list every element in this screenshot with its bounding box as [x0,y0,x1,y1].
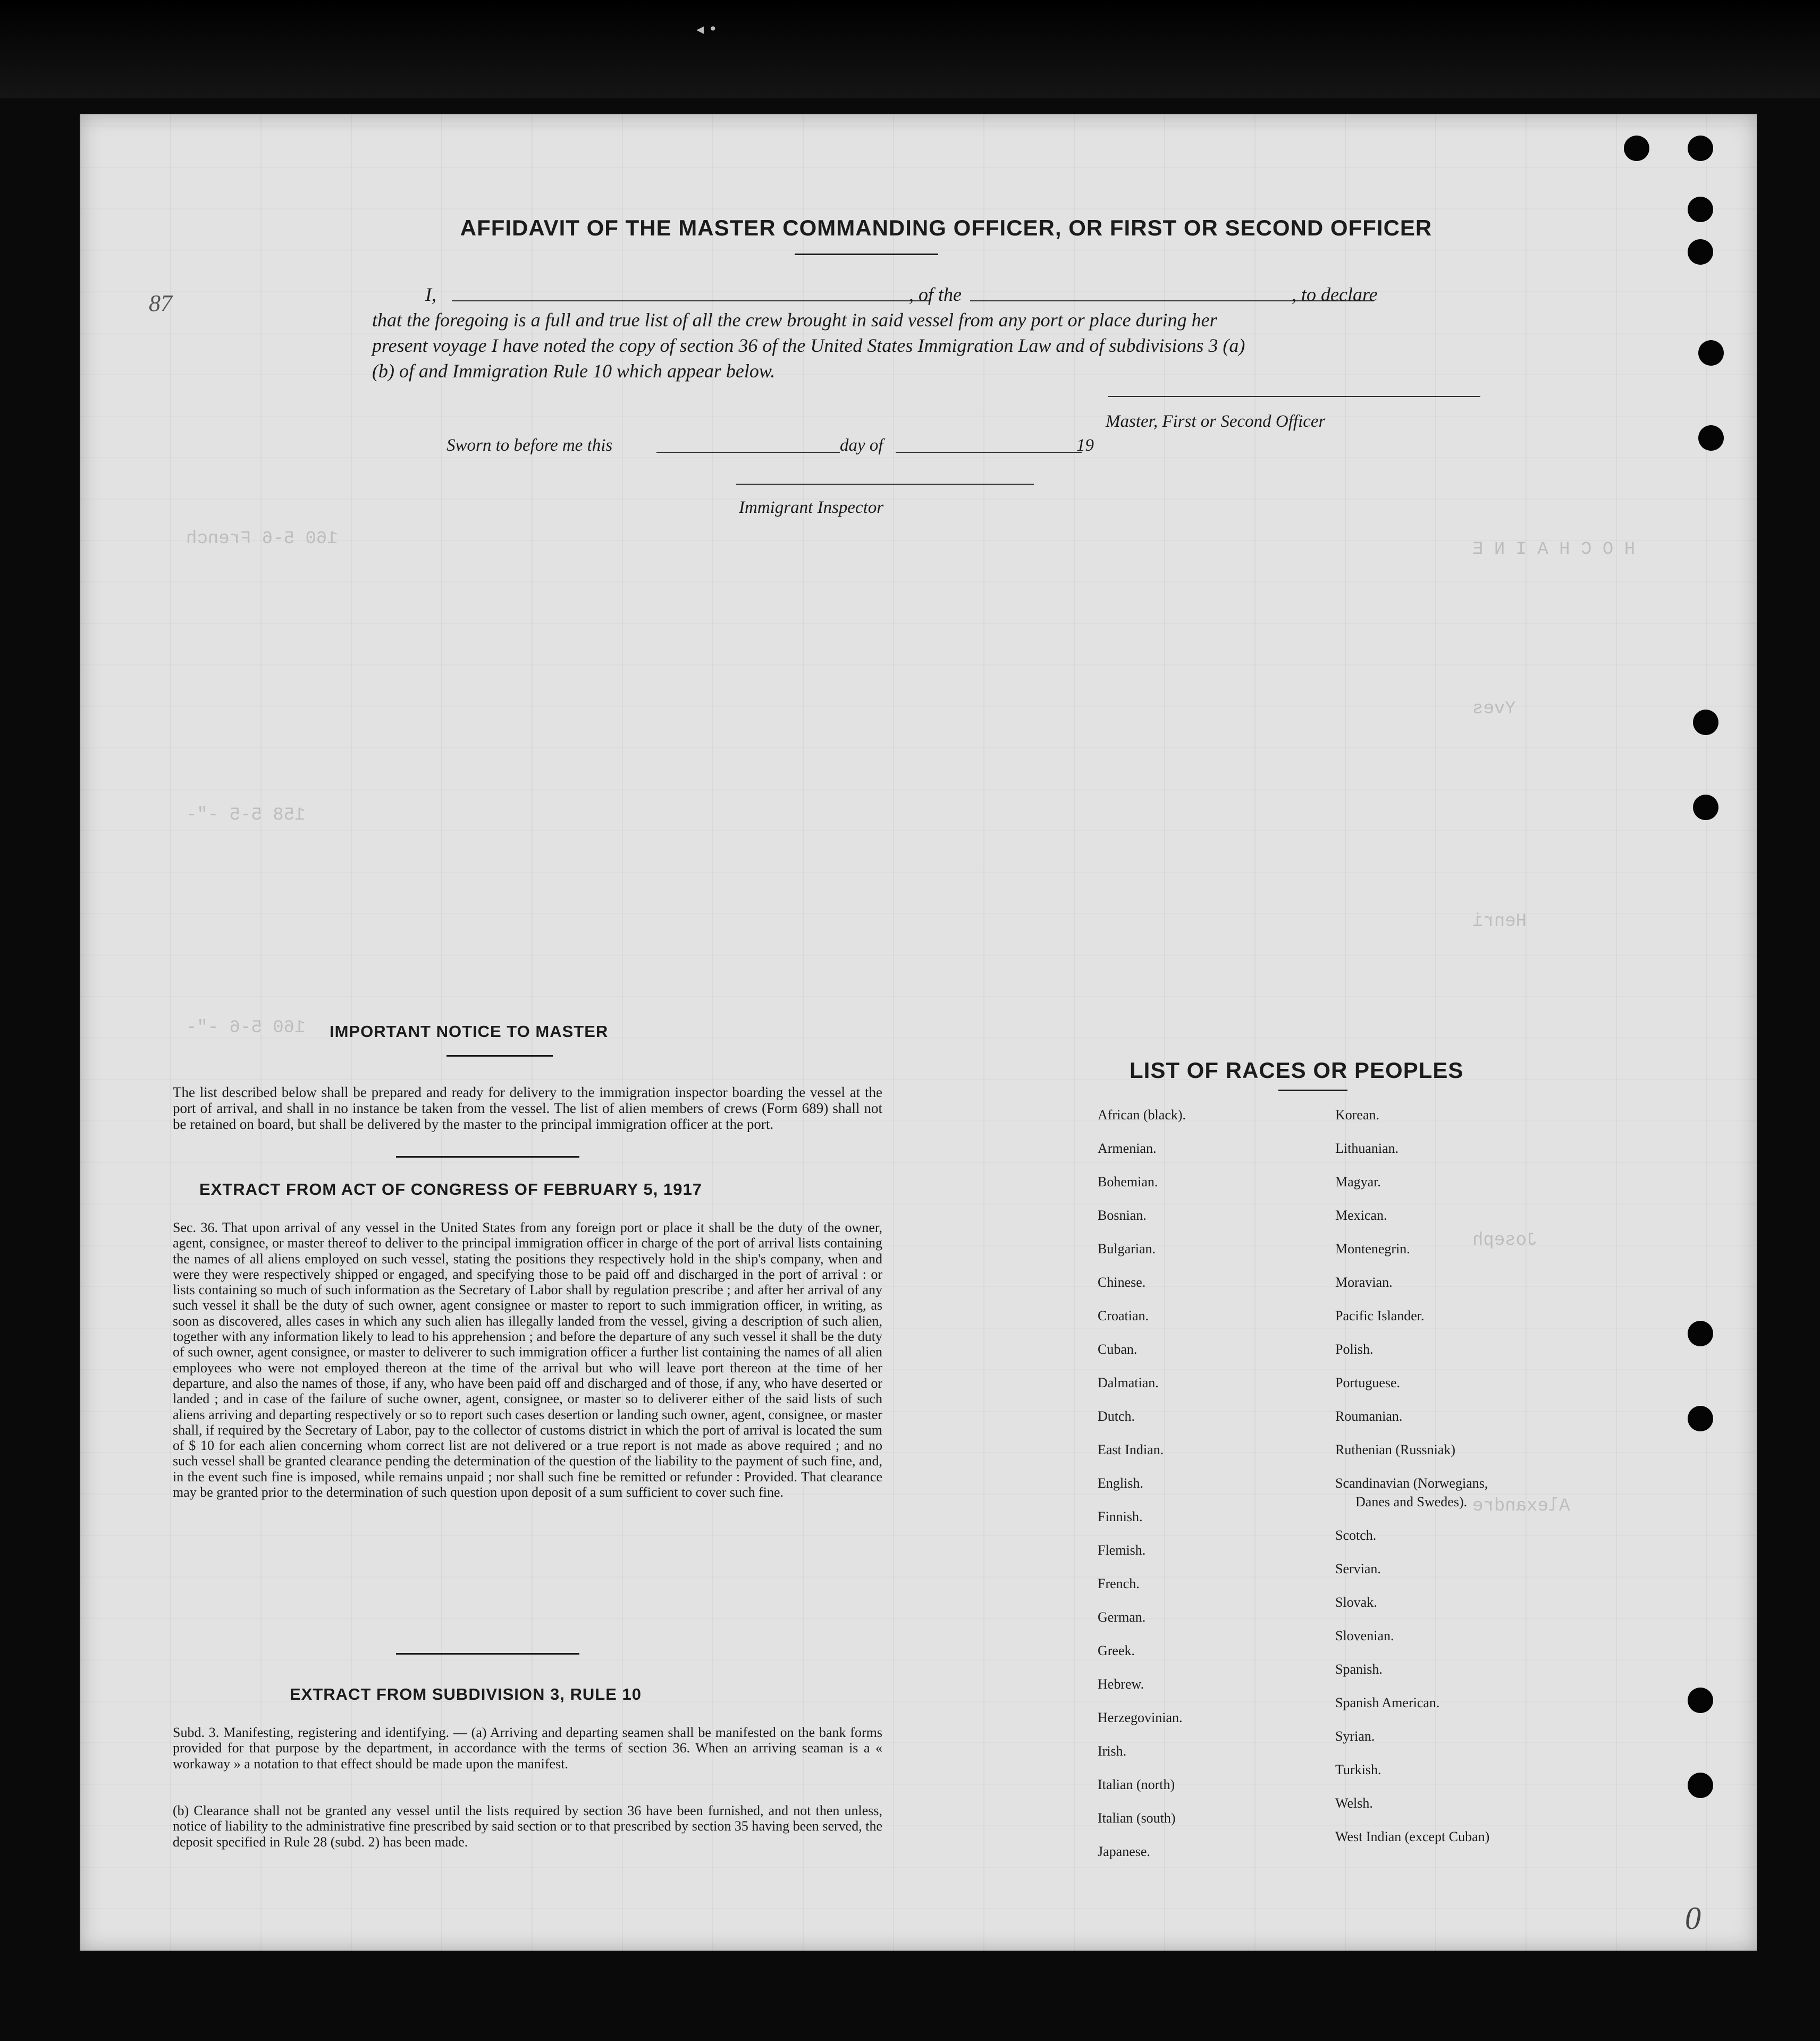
title-underline [795,254,938,255]
notice-text: The list described below shall be prepared and ready for delivery to the immigration inspector boarding the vessel at the port of arrival, and shall in no instance be taken from the vessel. The list of alien members of crews (Form 689) shall not be retained on board, but shall be delivered by the master to the principal immigration officer at the port. [173,1084,882,1132]
bleed-through: 160 5-6 -"- [186,1018,306,1038]
race-item: Korean. [1335,1107,1380,1123]
act-title: EXTRACT FROM ACT OF CONGRESS OF FEBRUARY 5, 1917 [199,1180,702,1199]
affidavit-line-4: (b) of and Immigration Rule 10 which appear below. [372,360,776,382]
race-item: Croatian. [1098,1308,1149,1323]
affidavit-i: I, [425,284,436,305]
race-item: German. [1098,1609,1146,1625]
bleed-through: Yves [1472,699,1516,719]
bleed-through: 160 5-6 French [186,529,338,549]
race-item: Italian (north) [1098,1777,1175,1792]
race-item: Dutch. [1098,1409,1135,1424]
race-item: Servian. [1335,1561,1381,1576]
races-underline [1278,1090,1347,1091]
bleed-through: H O C H A I N E [1472,539,1636,560]
affidavit-title: AFFIDAVIT OF THE MASTER COMMANDING OFFICER, OR FIRST OR SECOND OFFICER [460,215,1433,240]
race-item: Bulgarian. [1098,1241,1156,1256]
section-divider [396,1156,579,1158]
sworn-day-blank [656,452,840,453]
rule-title: EXTRACT FROM SUBDIVISION 3, RULE 10 [290,1685,642,1703]
race-item: Magyar. [1335,1174,1381,1190]
race-item: African (black). [1098,1107,1186,1123]
race-item: Dalmatian. [1098,1375,1159,1390]
notice-title: IMPORTANT NOTICE TO MASTER [330,1022,609,1041]
race-item: Welsh. [1335,1795,1373,1811]
race-item: Flemish. [1098,1542,1146,1558]
bleed-through: Alexandre [1472,1496,1570,1516]
rule-text-b: (b) Clearance shall not be granted any vessel until the lists required by section 36 have been furnished, and not then unless, notice of liability to the administrative fine prescribed by said section or to that prescribed by section 35 having been served, the deposit specified in Rule 28 (subd. 2) has been made. [173,1803,882,1850]
name-blank [452,300,930,301]
race-item: Italian (south) [1098,1810,1176,1826]
bleed-through: Joseph [1472,1230,1538,1251]
punch-hole [1698,425,1724,451]
race-item: Cuban. [1098,1342,1138,1357]
punch-hole [1688,239,1713,265]
margin-note: 87 [149,290,172,316]
affidavit-line-2: that the foregoing is a full and true list of all the crew brought in said vessel from any port or place during her [372,309,1217,331]
race-item: Irish. [1098,1743,1127,1759]
signature-label: Master, First or Second Officer [1106,412,1326,431]
race-item: Japanese. [1098,1844,1150,1859]
film-mark: ◂ • [696,20,718,38]
punch-hole [1693,795,1718,820]
affidavit-line-3: present voyage I have noted the copy of section 36 of the United States Immigration Law and of subdivisions 3 (a) [372,335,1245,356]
race-item: Moravian. [1335,1275,1393,1290]
race-item: Chinese. [1098,1275,1146,1290]
race-item: Mexican. [1335,1208,1387,1223]
film-border [0,0,1820,98]
punch-hole [1688,197,1713,222]
year-label: 19 [1076,436,1094,455]
race-item: Roumanian. [1335,1409,1403,1424]
affidavit-to-declare: , to declare [1292,284,1378,305]
race-item: Finnish. [1098,1509,1143,1524]
race-item: Lithuanian. [1335,1141,1399,1156]
month-blank [896,452,1082,453]
document-page [80,114,1757,1951]
affidavit-of-the: , of the [909,284,962,305]
race-item: Slovak. [1335,1595,1377,1610]
race-item: Greek. [1098,1643,1135,1658]
punch-hole [1624,136,1649,161]
race-item: Portuguese. [1335,1375,1401,1390]
notice-underline [446,1055,553,1057]
inspector-line [736,484,1034,485]
race-item: Herzegovinian. [1098,1710,1183,1725]
bleed-through: 158 5-5 -"- [186,805,306,825]
race-item: East Indian. [1098,1442,1164,1457]
race-item: Scandinavian (Norwegians, [1335,1475,1488,1491]
punch-hole [1688,136,1713,161]
race-item: Turkish. [1335,1762,1381,1777]
punch-hole [1693,710,1718,735]
race-item: Pacific Islander. [1335,1308,1425,1323]
punch-hole [1688,1321,1713,1346]
inspector-label: Immigrant Inspector [739,498,884,517]
race-item: Spanish American. [1335,1695,1440,1710]
race-item: Syrian. [1335,1728,1375,1744]
act-text: Sec. 36. That upon arrival of any vessel in the United States from any foreign port or place it shall be the duty of the owner, agent, consignee, or master thereof to deliver to the principal immigration officer in charge of the port of arrival lists containing the names of all aliens employed on such vessel, stating the positions they respectively hold in the ship's company, when and were they were respectively shipped or engaged, and specifying those to be paid off and discharged in the port of arrival : or lists containing so much of such information as the Secretary of Labor shall by regulation prescribe ; and after her arrival of any such vessel it shall be the duty of such owner, agent consignee or master to report to such immigration officer, in writing, as soon as discovered, alles cases in which any such alien has illegally landed from the vessel, giving a description of such alien, together with any information likely to lead to his apprehension ; and before the departure of any such vessel it shall be the duty of such owner, agent consignee, or master to deliverer to such immigration officer a further list containing the names of all alien employees who were not employed thereon at the time of the arrival but who will leave port thereon at the time of her departure, and also the names of those, if any, who have been paid off and discharged and of those, if any, who have deserted or landed ; and in case of the failure of suche owner, agent, consignee, or master so to deliverer either of the said lists of such aliens arriving and departing respectively or so to report such cases desertion or landing such owner, agent, consignee, or master shall, if required by the Secretary of Labor, pay to the collector of customs district in which the port of arrival is located the sum of $ 10 for each alien concerning whom correct list are not delivered or a true report is not made as above required ; and no such vessel shall be granted clearance pending the determination of the question of the liability to the payment of such fine, and, in the event such fine is imposed, while remains unpaid ; nor shall such fine be remitted or refunder : Provided. That clearance may be granted prior to the determination of such question upon deposit of a sum sufficient to cover such fine. [173,1220,882,1500]
race-item: Bohemian. [1098,1174,1158,1190]
punch-hole [1688,1773,1713,1798]
race-item: English. [1098,1475,1143,1491]
race-item: Danes and Swedes). [1355,1494,1468,1509]
race-item: Bosnian. [1098,1208,1147,1223]
race-item: West Indian (except Cuban) [1335,1829,1490,1844]
signature-line [1108,396,1480,397]
punch-hole [1698,340,1724,366]
race-item: Armenian. [1098,1141,1157,1156]
race-item: Spanish. [1335,1662,1383,1677]
race-item: Ruthenian (Russniak) [1335,1442,1456,1457]
rule-text-a: Subd. 3. Manifesting, registering and identifying. — (a) Arriving and departing seamen shall be manifested on the bank forms provided for that purpose by the department, in accordance with the terms of section 36. When an arriving seaman is a « workaway » a notation to that effect should be made upon the manifest. [173,1725,882,1772]
punch-hole [1688,1406,1713,1431]
race-item: French. [1098,1576,1140,1591]
day-of-label: day of [840,436,883,455]
race-item: Hebrew. [1098,1676,1144,1692]
race-item: Scotch. [1335,1528,1377,1543]
bleed-through: Henri [1472,912,1527,932]
margin-note: 0 [1685,1901,1701,1936]
race-item: Montenegrin. [1335,1241,1410,1256]
section-divider [396,1653,579,1655]
races-title: LIST OF RACES OR PEOPLES [1130,1058,1464,1083]
punch-hole [1688,1688,1713,1713]
race-item: Slovenian. [1335,1628,1394,1643]
race-item: Polish. [1335,1342,1374,1357]
sworn-label: Sworn to before me this [446,436,613,455]
